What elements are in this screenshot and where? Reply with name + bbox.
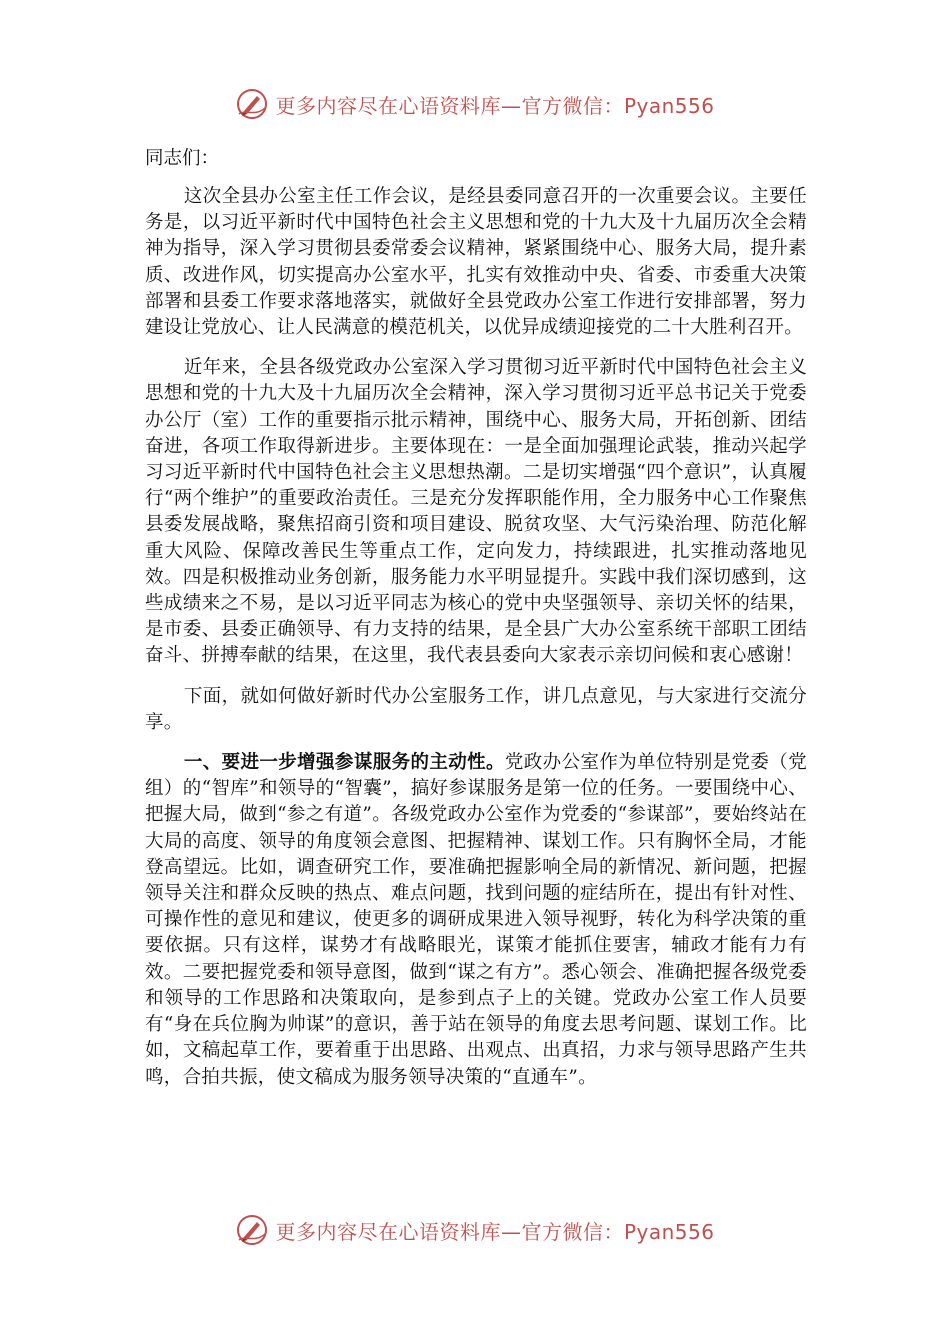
paragraph-intro [145,184,807,341]
paragraph-text: 下面，就如何做好新时代办公室服务工作，讲几点意见，与大家进行交流分享。 [145,685,807,733]
paragraph-text: 党政办公室作为单位特别是党委（党组）的“智库”和领导的“智囊”，搞好参谋服务是第一位的任务。一要围绕中心、把握大局，做到“参之有道”。各级党政办公室作为党委的“参谋部”，要始终站在大局的高度、领导的角度领会意图、把握精神、谋划工作。只有胸怀全局，才能登高望远。比如，调查研究工作，要准确把握影响全局的新情况、新问题，把握领导关注和群众反映的热点、难点问题，找到问题的症结所在，提出有针对性、可操作性的意见和建议，使更多的调研成果进入领导视野，转化为科学决策的重要依据。只有这样，谋势才有战略眼光，谋策才能抓住要害，辅政才能有力有效。二要把握党委和领导意图，做到“谋之有方”。悉心领会、准确把握各级党委和领导的工作思路和决策取向，是参到点子上的关键。党政办公室工作人员要有“身在兵位胸为帅谋”的意识，善于站在领导的角度去思考问题、谋划工作。比如，文稿起草工作，要着重于出思路、出观点、出真招，力求与领导思路产生共鸣，合拍共振，使文稿成为服务领导决策的“直通车”。 [145,752,807,1088]
footer-banner-text: 更多内容尽在心语资料库—官方微信：Pyan556 [275,1219,715,1244]
paragraph-transition [145,684,807,736]
paragraph-text: 这次全县办公室主任工作会议，是经县委同意召开的一次重要会议。主要任务是，以习近平新时代中国特色社会主义思想和党的十九大及十九届历次全会精神为指导，深入学习贯彻县委常委会议精神，紧紧围绕中心、服务大局，提升素质、改进作风，切实提高办公室水平，扎实有效推动中央、省委、市委重大决策部署和县委工作要求落地落实，就做好全县党政办公室工作进行安排部署，努力建设让党放心、让人民满意的模范机关，以优异成绩迎接党的二十大胜利召开。 [145,186,807,339]
paragraph-point-one [145,750,807,1091]
paragraph-text: 近年来，全县各级党政办公室深入学习贯彻习近平新时代中国特色社会主义思想和党的十九大及十九届历次全会精神，深入学习贯彻习近平总书记关于党委办公厅（室）工作的重要指示批示精神，围绕中心、服务大局，开拓创新、团结奋进，各项工作取得新进步。主要体现在：一是全面加强理论武装，推动兴起学习习近平新时代中国特色社会主义思想热潮。二是切实增强“四个意识”，认真履行“两个维护”的重要政治责任。三是充分发挥职能作用，全力服务中心工作聚焦县委发展战略，聚焦招商引资和项目建设、脱贫攻坚、大气污染治理、防范化解重大风险、保障改善民生等重点工作，定向发力，持续跟进，扎实推动落地见效。四是积极推动业务创新，服务能力水平明显提升。实践中我们深切感到，这些成绩来之不易，是以习近平同志为核心的党中央坚强领导、亲切关怀的结果，是市委、县委正确领导、有力支持的结果，是全县广大办公室系统干部职工团结奋斗、拼搏奉献的结果，在这里，我代表县委向大家表示亲切问候和衷心感谢！ [145,357,807,667]
paragraph-achievements [145,355,807,669]
footer-banner [0,1210,950,1250]
document-body [145,138,807,1105]
salutation: 同志们： [145,148,220,169]
header-banner [0,84,950,124]
header-banner-text: 更多内容尽在心语资料库—官方微信：Pyan556 [275,93,715,118]
section-heading: 一、要进一步增强参谋服务的主动性。 [183,752,505,774]
pen-logo-icon [235,87,269,121]
pen-logo-icon [235,1213,269,1247]
